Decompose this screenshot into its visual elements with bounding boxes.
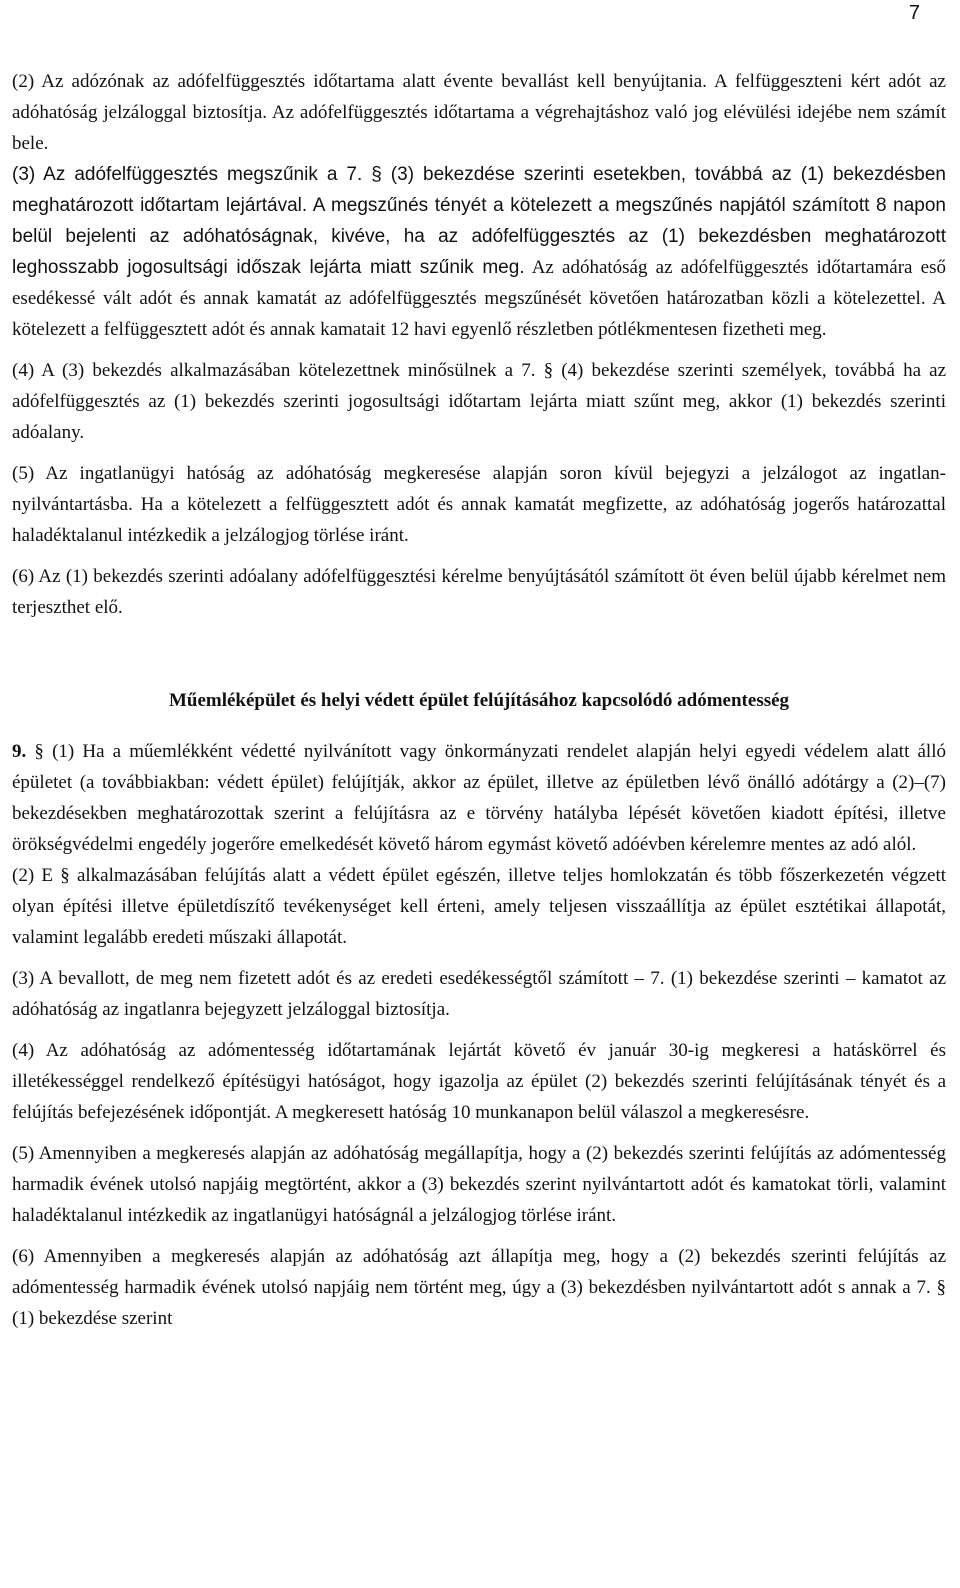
document-body — [12, 66, 946, 1334]
paragraph-5: (5) Az ingatlanügyi hatóság az adóhatóság megkeresése alapján soron kívül bejegyzi a jelzálogot az ingatlan-nyilvántartásba. Ha a kötelezett a felfüggesztett adót és annak kamatát megfizette, az adóhatóság jogerős határozattal haladéktalanul intézkedik a jelzálogjog törlése iránt. — [12, 463, 946, 546]
paragraph-6: (6) Az (1) bekezdés szerinti adóalany adófelfüggesztési kérelme benyújtásától számított öt éven belül újabb kérelmet nem terjeszthet elő. — [12, 566, 946, 618]
page-number: 7 — [908, 2, 920, 24]
paragraph-3-part-2: Az adóhatóság az adófelfüggesztés időtartamára eső esedékessé vált adót és annak kamatát az adófelfüggesztés megszűnését követően határozatban közli a kötelezettel. A kötelezett a felfüggesztett adót és annak kamatait 12 havi egyenlő részletben pótlékmentesen fizetheti meg. — [12, 257, 946, 340]
section-9-paragraph-6: (6) Amennyiben a megkeresés alapján az adóhatóság azt állapítja meg, hogy a (2) bekezdés szerinti felújítás az adómentesség harmadik évének utolsó napjáig nem történt meg, úgy a (3) bekezdésben nyilvántartott adót s annak a 7. § (1) bekezdése szerint — [12, 1246, 946, 1329]
section-9-paragraph-1 — [12, 736, 946, 860]
paragraph-4: (4) A (3) bekezdés alkalmazásában kötelezettnek minősülnek a 7. § (4) bekezdése szerinti személyek, továbbá ha az adófelfüggesztés az (1) bekezdés szerinti jogosultsági időtartam lejárta miatt szűnt meg, akkor (1) bekezdés szerinti adóalany. — [12, 360, 946, 443]
section-9-paragraph-3: (3) A bevallott, de meg nem fizetett adót és az eredeti esedékességtől számított – 7. (1) bekezdése szerinti – kamatot az adóhatóság az ingatlanra bejegyzett jelzáloggal biztosítja. — [12, 968, 946, 1020]
paragraph-3-part-1: (3) Az adófelfüggesztés megszűnik a 7. § (3) bekezdése szerinti esetekben, továbbá az (1) bekezdésben meghatározott időtartam lejártával. A megszűnés tényét a kötelezett a megszűnés napjától számított 8 napon belül bejelenti az adóhatóságnak, kivéve, ha az adófelfüggesztés az (1) bekezdésben meghatározott leghosszabb jogosultsági időszak lejárta miatt szűnik meg. — [12, 164, 946, 278]
section-9-paragraph-4: (4) Az adóhatóság az adómentesség időtartamának lejártát követő év január 30-ig megkeresi a hatáskörrel és illetékességgel rendelkező építésügyi hatóságot, hogy igazolja az épület (2) bekezdés szerinti felújításának tényét és a felújítás befejezésének időpontját. A megkeresett hatóság 10 munkanapon belül válaszol a megkeresésre. — [12, 1040, 946, 1123]
section-title: Műemléképület és helyi védett épület felújításához kapcsolódó adómentesség — [168, 690, 790, 711]
paragraph-2: (2) Az adózónak az adófelfüggesztés időtartama alatt évente bevallást kell benyújtania. A felfüggeszteni kért adót az adóhatóság jelzáloggal biztosítja. Az adófelfüggesztés időtartama a végrehajtáshoz való jog elévülési idejébe nem számít bele. — [12, 71, 946, 154]
section-9-paragraph-1-text: § (1) Ha a műemlékként védetté nyilvánított vagy önkormányzati rendelet alapján helyi egyedi védelem alatt álló épületet (a továbbiakban: védett épület) felújítják, akkor az épület, illetve az épületben lévő önálló adótárgy a (2)–(7) bekezdésekben meghatározottak szerint a felújításra az e törvény hatályba lépését követően kiadott építési, illetve örökségvédelmi engedély jogerőre emelkedését követő három egymást követő adóévben kérelemre mentes az adó alól. — [12, 741, 946, 855]
section-9-paragraph-2: (2) E § alkalmazásában felújítás alatt a védett épület egészén, illetve teljes homlokzatán és több főszerkezetén végzett olyan építési illetve épületdíszítő tevékenységet kell érteni, amely teljesen visszaállítja az épület esztétikai állapotát, valamint legalább eredeti műszaki állapotát. — [12, 865, 946, 948]
section-9-paragraph-5: (5) Amennyiben a megkeresés alapján az adóhatóság megállapítja, hogy a (2) bekezdés szerinti felújítás az adómentesség harmadik évének utolsó napjáig megtörtént, akkor a (3) bekezdés szerint nyilvántartott adót és kamatokat törli, valamint haladéktalanul intézkedik az ingatlanügyi hatóságnál a jelzálogjog törlése iránt. — [12, 1143, 946, 1226]
paragraph-3 — [12, 159, 946, 345]
section-number: 9. — [12, 741, 27, 762]
